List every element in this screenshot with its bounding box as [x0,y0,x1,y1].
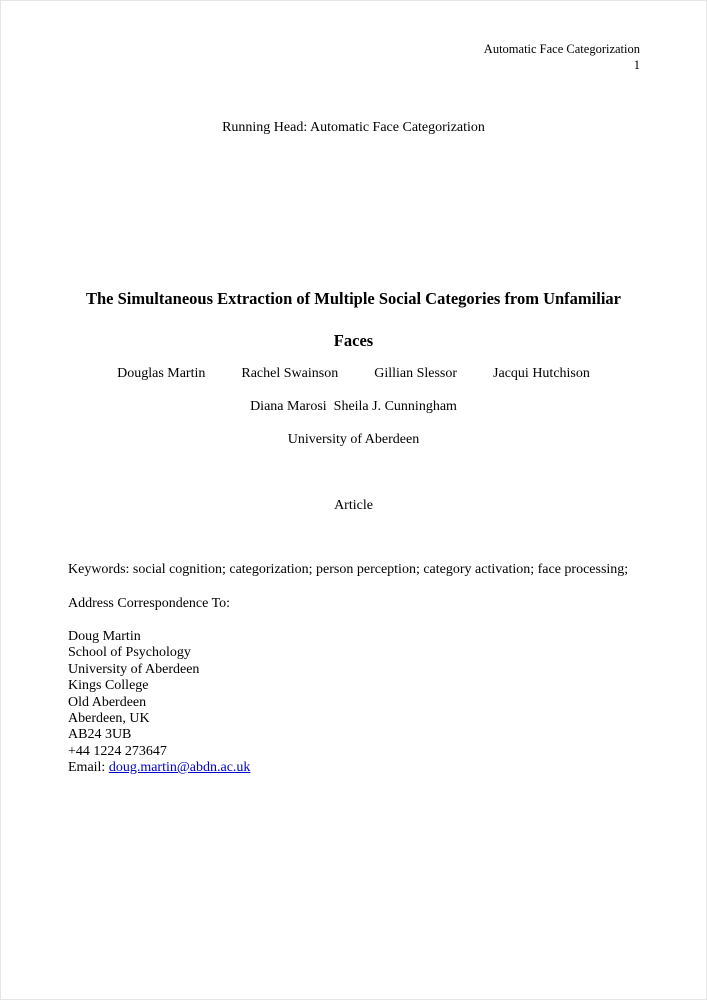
paper-title [1,289,706,351]
address-line: Doug Martin [68,629,141,644]
paper-title-line1: The Simultaneous Extraction of Multiple Social Categories from Unfamiliar [86,289,621,308]
address-line: AB24 3UB [68,727,132,743]
address-line: School of Psychology [68,645,191,661]
author-name: Douglas Martin [117,366,206,381]
address-line: Aberdeen, UK [68,710,150,726]
authors-row-2: Diana Marosi Sheila J. Cunningham [250,399,457,414]
page-header [484,42,640,73]
email-line [68,760,250,776]
paper-title-line2: Faces [333,331,374,350]
affiliation: University of Aberdeen [287,432,420,447]
keywords-line: Keywords: social cognition; categorization; person perception; category activation; face processing; [68,562,629,577]
author-name: Jacqui Hutchison [493,366,590,381]
author-name: Rachel Swainson [241,366,339,381]
running-head: Running Head: Automatic Face Categorization [222,120,485,135]
email-label: Email: [68,760,109,775]
article-label: Article [334,498,373,513]
header-page-number: 1 [633,57,640,72]
correspondence-heading: Address Correspondence To: [68,596,231,611]
correspondence-address [68,629,250,776]
email-link[interactable]: doug.martin@abdn.ac.uk [108,760,251,775]
author-name: Gillian Slessor [374,366,458,381]
header-short-title: Automatic Face Categorization [483,42,640,56]
address-line: +44 1224 273647 [68,743,167,759]
address-line: University of Aberdeen [68,661,200,677]
authors-row-1 [1,366,706,382]
address-line: Old Aberdeen [68,694,147,710]
address-line: Kings College [68,678,149,694]
